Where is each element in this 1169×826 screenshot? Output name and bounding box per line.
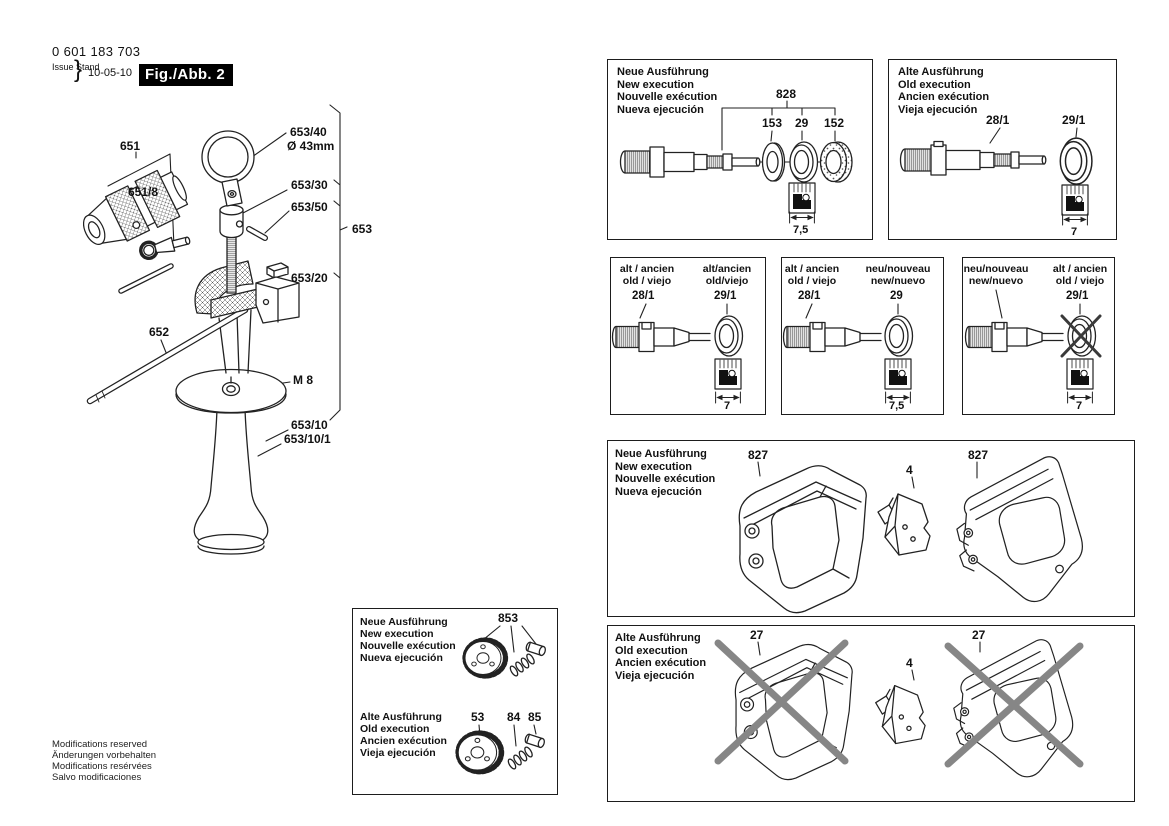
issue-date: 10-05-10 xyxy=(88,67,133,79)
title-line: Old execution xyxy=(360,723,430,735)
new-spindle-title xyxy=(617,66,717,116)
label-rod: 652 xyxy=(149,325,170,339)
stand-label: Stand xyxy=(76,62,100,72)
compat2-right-label: 29 xyxy=(890,290,903,302)
dim-7-5: 7,5 xyxy=(793,224,809,236)
footer-line: Änderungen vorbehalten xyxy=(52,750,157,761)
figure-label: Fig./Abb. 2 xyxy=(139,64,233,86)
title-line: Alte Ausführung xyxy=(615,632,701,644)
old-spindle-title xyxy=(898,66,989,116)
title-line: neu/nouveau xyxy=(865,263,931,275)
old-housing-title xyxy=(615,632,706,682)
compat2-left-label: 28/1 xyxy=(798,290,821,302)
title-line: Nouvelle exécution xyxy=(617,91,718,103)
issue-label: Issue xyxy=(52,62,74,72)
label-stop-ring: 653/40 xyxy=(290,125,327,139)
label-853: 853 xyxy=(498,611,519,625)
clamp-screw-drawing xyxy=(227,236,236,293)
compat2-right-title xyxy=(860,264,936,287)
compat3-dim: 7 xyxy=(1076,400,1083,412)
gear-old-title xyxy=(360,711,447,759)
title-line: old / viejo xyxy=(787,274,837,287)
main-exploded-view xyxy=(75,105,347,554)
label-828: 828 xyxy=(776,87,797,101)
footer-line: Modifications resérvées xyxy=(52,761,152,772)
compat3-right-label: 29/1 xyxy=(1066,290,1089,302)
label-handle-grip: 653/10/1 xyxy=(284,432,331,446)
compat2-dim: 7,5 xyxy=(889,400,905,412)
title-line: old / viejo xyxy=(622,274,672,287)
footer-line: Modifications reserved xyxy=(52,739,148,750)
label-53: 53 xyxy=(471,710,485,724)
label-chuck: 651 xyxy=(120,139,141,153)
label-group: 653 xyxy=(352,222,373,236)
label-827-left: 827 xyxy=(748,448,769,462)
label-switch-old: 4 xyxy=(906,656,913,670)
label-29-1: 29/1 xyxy=(1062,113,1086,127)
title-line: New execution xyxy=(360,628,434,640)
label-827-right: 827 xyxy=(968,448,989,462)
handle-drawing xyxy=(194,409,268,554)
title-line: Alte Ausführung xyxy=(898,66,984,78)
label-thread-size: M 8 xyxy=(293,373,314,387)
compat1-right-label: 29/1 xyxy=(714,290,737,302)
title-line: Nouvelle exécution xyxy=(360,640,456,652)
title-line: New execution xyxy=(617,78,695,91)
title-line: Nueva ejecución xyxy=(360,652,443,664)
label-153: 153 xyxy=(762,116,783,130)
title-line: New execution xyxy=(615,460,693,473)
footer-line: Salvo modificaciones xyxy=(52,772,142,783)
label-stop-ring-dia: Ø 43mm xyxy=(287,139,335,153)
modifications-note xyxy=(52,739,156,783)
title-line: Vieja ejecución xyxy=(615,669,695,682)
label-152: 152 xyxy=(824,116,845,130)
title-line: Nueva ejecución xyxy=(617,103,704,116)
title-line: Vieja ejecución xyxy=(898,103,978,116)
title-line: neu/nouveau xyxy=(963,263,1029,275)
compat1-left-label: 28/1 xyxy=(632,290,655,302)
new-housing-title xyxy=(615,448,715,498)
label-clamp-top: 653/30 xyxy=(291,178,328,192)
compat2-left-title xyxy=(776,264,848,287)
title-line: Neue Ausführung xyxy=(360,616,448,628)
stop-ring-drawing xyxy=(202,131,254,206)
title-line: alt / ancien xyxy=(784,263,840,275)
label-27-left: 27 xyxy=(750,628,764,642)
label-pin: 653/50 xyxy=(291,200,328,214)
chuck-key-drawing xyxy=(139,232,191,260)
title-line: new/nuevo xyxy=(870,274,926,287)
part-number: 0 601 183 703 xyxy=(52,44,141,59)
clamp-drawing xyxy=(195,261,299,323)
title-line: old / viejo xyxy=(1055,274,1105,287)
label-switch-new: 4 xyxy=(906,463,913,477)
label-84: 84 xyxy=(507,710,521,724)
label-28-1: 28/1 xyxy=(986,113,1010,127)
label-chuck-key: 651/8 xyxy=(128,185,159,199)
title-line: Neue Ausführung xyxy=(617,66,709,78)
title-line: old/viejo xyxy=(705,274,749,287)
title-line: Ancien exécution xyxy=(615,657,707,669)
handle-disc-drawing xyxy=(176,370,286,414)
title-line: Nueva ejecución xyxy=(615,485,702,498)
compat1-left-title xyxy=(611,264,683,287)
compat1-right-title xyxy=(692,264,762,287)
dim-7: 7 xyxy=(1071,226,1078,238)
title-line: new/nuevo xyxy=(968,274,1024,287)
gear-new-title xyxy=(360,616,456,664)
title-line: Alte Ausführung xyxy=(360,711,442,723)
title-line: Old execution xyxy=(615,644,688,657)
compat3-left-title xyxy=(958,264,1034,287)
label-handle: 653/10 xyxy=(291,418,328,432)
title-line: Ancien exécution xyxy=(898,91,990,103)
chuck-key-bar-drawing xyxy=(121,266,171,291)
title-line: alt / ancien xyxy=(619,263,675,275)
compat1-dim: 7 xyxy=(724,400,731,412)
label-85: 85 xyxy=(528,710,542,724)
title-line: Nouvelle exécution xyxy=(615,473,716,485)
clamp-nut-drawing xyxy=(220,205,243,237)
clamp-pin-drawing xyxy=(249,229,265,238)
title-line: Neue Ausführung xyxy=(615,448,707,460)
label-clamp: 653/20 xyxy=(291,271,328,285)
title-line: Ancien exécution xyxy=(360,735,447,747)
label-29: 29 xyxy=(795,116,809,130)
label-27-right: 27 xyxy=(972,628,986,642)
title-line: Vieja ejecución xyxy=(360,747,436,759)
title-line: Old execution xyxy=(898,78,971,91)
title-line: alt/ancien xyxy=(702,263,752,275)
compat3-right-title xyxy=(1044,264,1116,287)
title-line: alt / ancien xyxy=(1052,263,1108,275)
issue-brace: } xyxy=(74,56,83,83)
